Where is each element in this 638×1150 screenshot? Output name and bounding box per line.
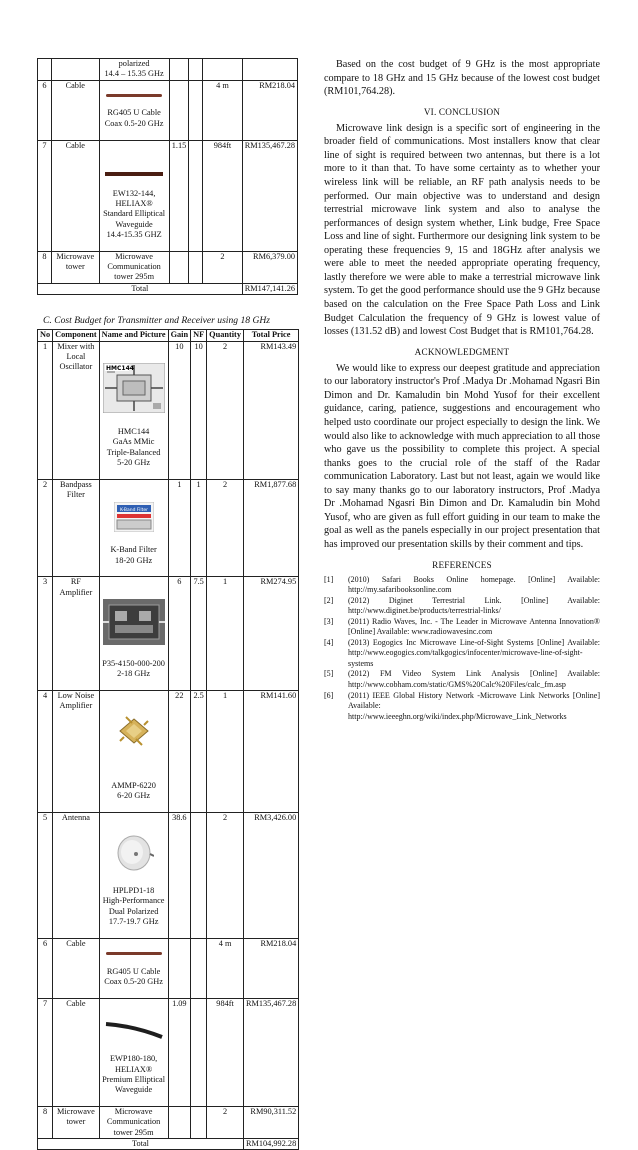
coax-cable-image [106, 94, 162, 97]
table-row: 7 Cable EWP180-180, HELIAX® Premium Elliptical Waveguide 1.09 984ft RM135,467.28 [38, 998, 299, 1106]
acknowledgment-heading: ACKNOWLEDGMENT [414, 346, 510, 357]
reference-item: [4] (2013) Eogogics Inc Microwave Line-of-Sight Systems [Online] Available: http://www.eogogics.com/talkgogics/infocenter/microwave-line-of-sight-systems [324, 637, 600, 668]
item-description: HMC144 HMC144 GaAs MMic Triple-Balanced 5-20 GHz [99, 341, 168, 479]
item-description: RG405 U Cable Coax 0.5-20 GHz [99, 80, 169, 140]
table-row [38, 59, 298, 81]
item-description: RG405 U Cable Coax 0.5-20 GHz [99, 938, 168, 998]
reference-item: [1] (2010) Safari Books Online homepage. [Online] Available: http://my.safaribooksonline.com [324, 574, 600, 595]
references-list [324, 575, 600, 723]
waveguide-image [102, 1010, 166, 1044]
item-description: P35-4150-000-200 2-18 GHz [99, 577, 168, 691]
table-caption: C. Cost Budget for Transmitter and Receiver using 18 GHz [43, 315, 271, 327]
table-row: 5 Antenna HPLPD1-18 High-Performance Dual Polarized 17.7-19.7 GHz 38.6 2 RM3,426.00 [38, 812, 299, 938]
conclusion-heading: VI. CONCLUSION [423, 106, 501, 117]
item-description: EWP180-180, HELIAX® Premium Elliptical Waveguide [99, 998, 168, 1106]
cost-table-18ghz [37, 329, 299, 1150]
reference-item: [5] (2012) FM Video System Link Analysis [Online] Available: http://www.cobham.com/static/GMS%20Calc%20Files/calc_fm.asp [324, 669, 600, 690]
reference-item: [3] (2011) Radio Waves, Inc. - The Leader in Microwave Antenna Innovation® [Online] Available: www.radiowavesinc.com [324, 616, 600, 637]
references-heading: REFERENCES [432, 559, 492, 570]
table-row: 2 Bandpass Filter K-Band Filter K-Band Filter 18-20 GHz 1 1 2 RM1,877.68 [38, 479, 299, 577]
filter-image [102, 491, 166, 535]
table-row: 4 Low Noise Amplifier AMMP-6220 6-20 GHz 22 2.5 1 RM141.60 [38, 690, 299, 812]
item-description: K-Band Filter K-Band Filter 18-20 GHz [99, 479, 168, 577]
conclusion-paragraph: Microwave link design is a specific sort of engineering in the broader field of communications. Most installers know that clear line of sight is required between two antennas, but there is a lot more to it than that. To have some certainty as to whether your wireless link will be reliable, an RF path analysis needs to be performed. Our main objective was to understand and design terrestrial microwave link system and also to analyse the performances of design system whether, Link budge, Free Space Loss and line of sight. Furthermore our designing link system to be operating these frequencies 9, 15 and 18GHz after analysis we were able to meet the needed appropriate operating frequency, lastly therefore we were able to make a terrestrial microwave link system. To get the good performance should use the 9 GHz because based on the calculation on the Free Space Path Loss and Link Budget Calculation the frequency of 9 GHz is lowest value of losses (131.52 dB) and lowest Cost Budget that is RM101,764.28. [324, 122, 600, 338]
reference-item: [6] (2011) IEEE Global History Network -Microwave Link Networks [Online] Available: http://www.ieeeghn.org/wiki/index.php/Microwave_Link_Networks [324, 690, 600, 721]
table-row: 8 Microwave tower Microwave Communication tower 295m 2 RM90,311.52 [38, 1106, 299, 1138]
right-column [324, 58, 600, 722]
item-description: polarized 14.4 – 15.35 GHz [99, 59, 169, 81]
table-row: 1 Mixer with Local Oscillator HMC144 HMC144 GaAs MMic Triple-Balanced 5-20 GHz 10 10 2 RM143.49 [38, 341, 299, 479]
table-row: 8 Microwave tower Microwave Communication tower 295m 2 RM6,379.00 [38, 251, 298, 283]
lna-module-image [102, 702, 166, 756]
item-description: AMMP-6220 6-20 GHz [99, 690, 168, 812]
waveguide-image [105, 172, 163, 176]
chip-label: HMC144 [105, 365, 134, 373]
intro-paragraph: Based on the cost budget of 9 GHz is the most appropriate compare to 18 GHz and 15 GHz because of the lowest cost budget (RM101,764.28). [324, 59, 600, 98]
dish-antenna-image [102, 824, 166, 876]
table-row: 6 Cable RG405 U Cable Coax 0.5-20 GHz 4 m RM218.04 [38, 938, 299, 998]
coax-cable-image [106, 952, 162, 955]
table-total-row: Total RM147,141.26 [38, 283, 298, 294]
item-description: HPLPD1-18 High-Performance Dual Polarized 17.7-19.7 GHz [99, 812, 168, 938]
reference-item: [2] (2012) Diginet Terrestrial Link. [Online] Available: http://www.diginet.be/products/terrestrial-links/ [324, 595, 600, 616]
item-description: EW132-144, HELIAX® Standard Elliptical Waveguide 14.4-15.35 GHZ [99, 140, 169, 251]
table-row: 3 RF Amplifier P35-4150-000-200 2-18 GHz 6 7.5 1 RM274.95 [38, 577, 299, 691]
table-header: No Component Name and Picture Gain NF Quantity Total Price [38, 330, 299, 341]
rf-amplifier-chip-image [102, 589, 166, 649]
acknowledgment-paragraph: We would like to express our deepest gratitude and appreciation to our laboratory instructor's Prof .Madya Dr .Mohamad Ngasri Bin Dimon and Dr. Kamaludin bin Mohd Yusof for their excellent guidance, caring, patience, suggestions and encouragement who helped usto coordinate our project especially to design the link. We would also like to acknowledge with much appreciation to all those who gave us the possibility to complete this project. A special thanks goes to the crucial role of the staff of the Radar communication Laboratory. Last but not least, again we would like to say many thanks go to our laboratory instructors, Prof .Madya Dr .Mohamad Ngasri Bin Dimon and Dr. Kamaludin bin Mohd Yusof, who are given as full effort guiding in our team to make the goal as well as the panels especially in our project presentation that has improved our presentation skills by their comment and tips. [324, 362, 600, 550]
table-row: 6 Cable RG405 U Cable Coax 0.5-20 GHz 4 m RM218.04 [38, 80, 298, 140]
cost-table-15ghz-continued [37, 58, 298, 295]
filter-chip-label: K-Band Filter [119, 507, 148, 513]
left-column [37, 58, 299, 1150]
table-total-row: Total RM104,992.28 [38, 1139, 299, 1150]
mixer-chip-image [102, 353, 166, 417]
table-row: 7 Cable EW132-144, HELIAX® Standard Elliptical Waveguide 14.4-15.35 GHZ 1.15 984ft RM135,467.28 [38, 140, 298, 251]
